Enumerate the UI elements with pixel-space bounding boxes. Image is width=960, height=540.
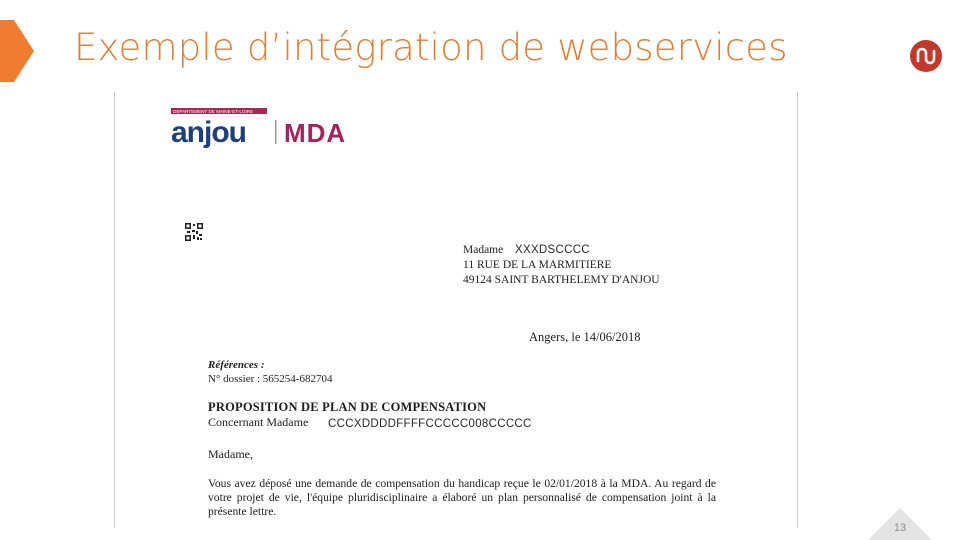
dossier-number: N° dossier : 565254-682704 <box>208 373 333 385</box>
place-date: Angers, le 14/06/2018 <box>529 330 641 344</box>
department-logo: anjou <box>171 116 246 149</box>
recipient-name-prefix: Madame <box>463 244 504 256</box>
proposal-title: PROPOSITION DE PLAN DE COMPENSATION <box>208 400 487 414</box>
recipient-name-overlay: XXXDSCCCC <box>515 244 590 256</box>
letter-body: Vous avez déposé une demande de compensation du handicap reçue le 02/01/2018 à la MDA. Au regard de votre projet de vie, l'équipe pluridisciplinaire a élaboré un plan personnalisé de compensation joint à la présente lettre. <box>208 477 716 518</box>
references-block <box>208 358 332 386</box>
brand-logo-icon <box>909 39 943 73</box>
concerning-prefix: Concernant Madame <box>208 415 309 429</box>
recipient-address <box>463 243 660 288</box>
concerning-overlay: CCCXDDDDFFFFCCCCC008CCCCC <box>328 418 532 430</box>
agency-logo: MDA <box>284 118 347 148</box>
accent-chevron <box>0 20 34 82</box>
concerning-line <box>208 415 532 430</box>
recipient-city: 49124 SAINT BARTHELEMY D'ANJOU <box>463 274 660 286</box>
qr-code-icon <box>185 223 203 241</box>
department-banner: DEPARTEMENT DE MAINE-ET-LOIRE <box>173 109 254 114</box>
letter-scan <box>114 92 798 528</box>
page-number: 13 <box>893 522 907 534</box>
proposal-block <box>208 400 532 430</box>
recipient-street: 11 RUE DE LA MARMITIERE <box>463 259 612 271</box>
salutation: Madame, <box>208 447 253 461</box>
slide-title: Exemple d’intégration de webservices <box>74 26 788 69</box>
letter-header-logos <box>171 106 371 150</box>
references-heading: Références : <box>208 359 265 371</box>
recipient-name-line <box>463 243 590 258</box>
